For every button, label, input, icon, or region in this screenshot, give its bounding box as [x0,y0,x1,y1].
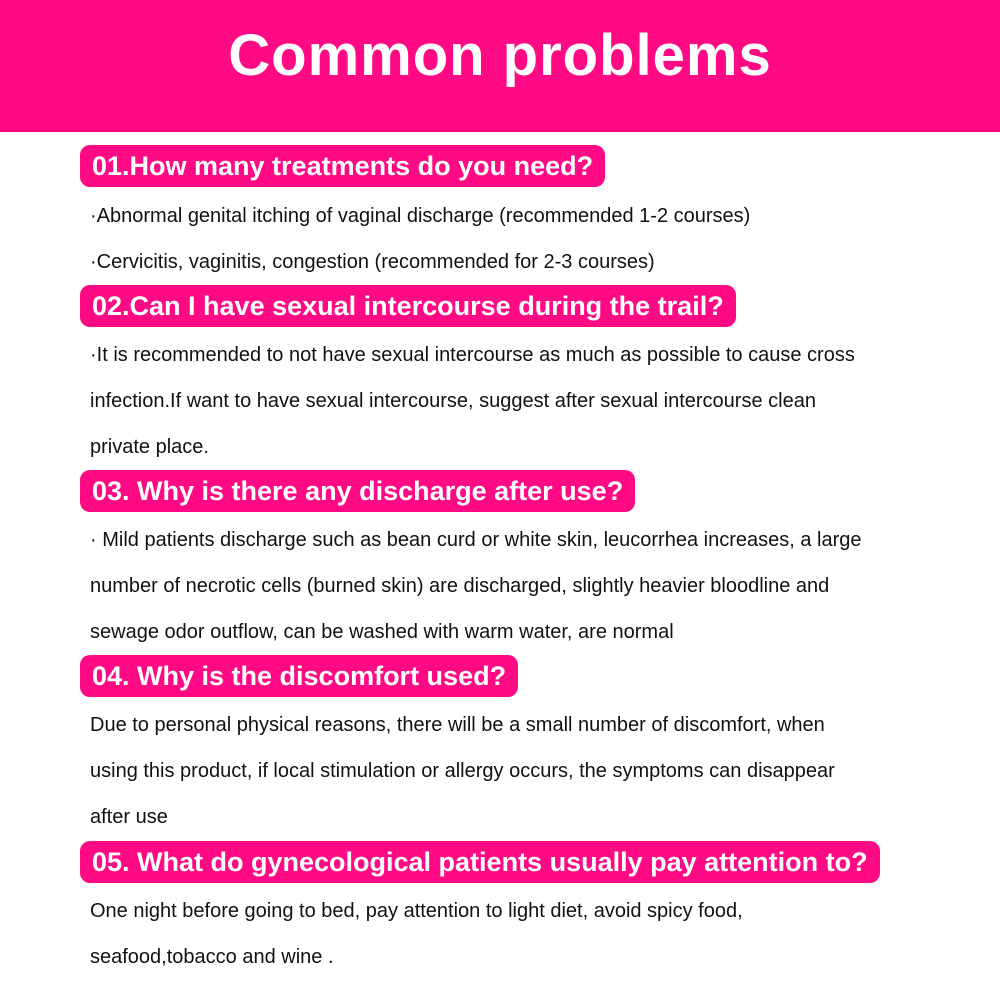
answer-line: ·Cervicitis, vaginitis, congestion (recommended for 2-3 courses) [90,251,655,273]
answer-line: One night before going to bed, pay attention to light diet, avoid spicy food, [90,900,743,922]
answer-block-1 [90,193,940,285]
answer-line: private place. [90,436,209,458]
answer-block-4 [90,702,940,840]
answer-line: infection.If want to have sexual intercourse, suggest after sexual intercourse clean [90,390,816,412]
question-badge-3: 03. Why is there any discharge after use? [80,470,635,512]
question-badge-4: 04. Why is the discomfort used? [80,655,518,697]
question-badge-2: 02.Can I have sexual intercourse during the trail? [80,285,736,327]
answer-line: after use [90,806,168,828]
answer-block-3 [90,517,940,655]
answer-block-5 [90,888,940,980]
answer-line: ·It is recommended to not have sexual intercourse as much as possible to cause cross [90,344,855,366]
answer-line: sewage odor outflow, can be washed with warm water, are normal [90,621,674,643]
answer-line: · Mild patients discharge such as bean curd or white skin, leucorrhea increases, a large [90,529,862,551]
question-badge-1: 01.How many treatments do you need? [80,145,605,187]
header-banner [0,0,1000,132]
answer-line: using this product, if local stimulation or allergy occurs, the symptoms can disappear [90,760,835,782]
page-title: Common problems [228,23,772,88]
answer-line: Due to personal physical reasons, there will be a small number of discomfort, when [90,714,825,736]
answer-line: ·Abnormal genital itching of vaginal discharge (recommended 1-2 courses) [90,205,751,227]
answer-block-2 [90,332,940,470]
question-badge-5: 05. What do gynecological patients usually pay attention to? [80,841,880,883]
answer-line: number of necrotic cells (burned skin) are discharged, slightly heavier bloodline and [90,575,830,597]
answer-line: seafood,tobacco and wine . [90,946,334,968]
